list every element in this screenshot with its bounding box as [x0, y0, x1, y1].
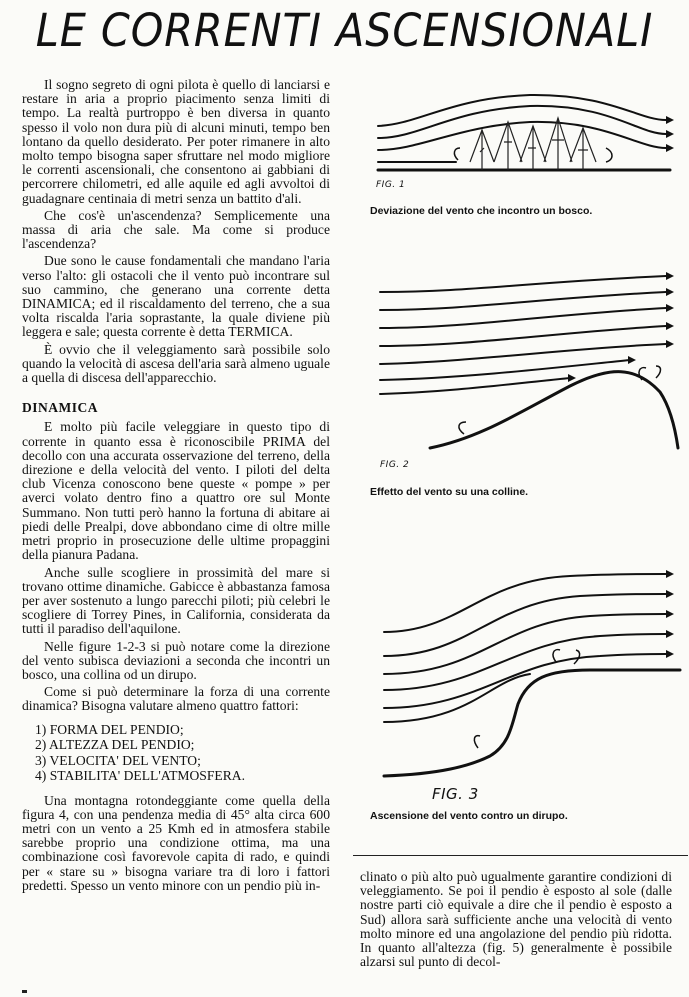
factor-item: 3) VELOCITA' DEL VENTO; — [35, 752, 201, 768]
figure-3 — [370, 560, 682, 803]
page-mark — [22, 990, 27, 993]
page-title: LE CORRENTI ASCENSIONALI — [35, 4, 654, 57]
figure-1-caption: Deviazione del vento che incontro un bosco. — [370, 205, 593, 217]
closing-paragraph: Una montagna rotondeggiante come quella della figura 4, con una pendenza media di 45° alta circa 600 metri con un vento a 25 Kmh ed in atmosfera stabile sarebbe proprio una condizione ottima, ma una combinazione così favorevole capita di rado, e quindi per « stare su » bisogna variare tra di loro i fattori predetti. Spesso un vento minore con un pendio più in- — [22, 792, 330, 893]
figure-2-label: FIG. 2 — [380, 460, 410, 470]
figure-3-label: FIG. 3 — [432, 785, 479, 803]
figure-2 — [370, 262, 682, 470]
left-column — [22, 78, 330, 893]
causes-paragraph: Due sono le cause fondamentali che mandano l'aria verso l'alto: gli ostacoli che il vento può incontrare sul suo cammino, che generano una corrente detta DINAMICA; ed il riscaldamento del terreno, che a sua volta riscalda l'aria soprastante, la quale diviene più leggera e sale; questa corrente è detta TERMICA. — [22, 253, 330, 340]
figure-2-drawing — [370, 262, 682, 452]
dinamica-paragraph: E molto più facile veleggiare in questo tipo di corrente in quanto essa è riconoscibile PRIMA del decollo con una accurata osservazione del terreno, della direzione e della velocità del vento. I piloti del delta club Vicenza conoscono bene queste « pompe » per averci volato dentro fino a quattro ore sul Monte Summano. Non tutti però hanno la fortuna di abitare ai piedi delle Prealpi, dove abbondano cime di oltre mille metri proprio in prosecuzione delle ultime propaggini della pianura Padana. — [22, 419, 330, 563]
factors-intro-paragraph: Come si può determinare la forza di una corrente dinamica? Bisogna valutare almeno quattro fattori: — [22, 684, 330, 714]
right-column — [360, 870, 672, 969]
figure-1 — [370, 92, 682, 192]
section-heading-dinamica: DINAMICA — [22, 400, 98, 416]
figure-3-caption: Ascensione del vento contro un dirupo. — [370, 810, 568, 822]
cliffs-paragraph: Anche sulle scogliere in prossimità del mare si trovano ottime dinamiche. Gabicce è abbastanza famosa per aver sostenuto a lungo parecchi piloti; più celebri le scogliere di Torrey Pines, in California, considerata da tutti il paradiso dell'aquilone. — [22, 564, 330, 637]
continuation-paragraph: clinato o più alto può ugualmente garantire condizioni di veleggiamento. Se poi il pendio è esposto al sole (dalle nostre parti ciò equivale a dire che il pendio è esposto a Sud) allora sarà sufficiente anche una velocità di vento molto minore ed una angolazione del pendio più ridotta. In quanto all'altezza (fig. 5) generalmente è possibile alzarsi sul punto di decol- — [360, 869, 672, 970]
figure-1-label: FIG. 1 — [376, 180, 406, 190]
figures-paragraph: Nelle figure 1-2-3 si può notare come la direzione del vento subisca deviazioni a seconda che incontri un bosco, una collina od un dirupo. — [22, 638, 330, 682]
factors-list — [22, 722, 330, 784]
question-paragraph: Che cos'è un'ascendenza? Semplicemente una massa di aria che sale. Ma come si produce l'ascendenza? — [22, 207, 330, 252]
gliding-paragraph: È ovvio che il veleggiamento sarà possibile solo quando la velocità di ascesa dell'aria sarà almeno uguale a quella di discesa dell'apparecchio. — [22, 341, 330, 386]
intro-paragraph: Il sogno segreto di ogni pilota è quello di lanciarsi e restare in aria a proprio piacimento senza limiti di tempo. La realtà purtroppo è ben diversa in quanto spesso il volo non dura più di alcuni minuti, tempo ben lontano da quello desiderato. Per poter rimanere in alto molto tempo bisogna saper sfruttare nel modo migliore le correnti ascensionali, che consentono ai gabbiani di percorrere chilometri, ed alle aquile ed agli avvoltoi di guadagnare centinaia di metri senza un battito d'ali. — [22, 77, 330, 206]
factor-item: 1) FORMA DEL PENDIO; — [35, 721, 184, 737]
factor-item: 2) ALTEZZA DEL PENDIO; — [35, 737, 195, 753]
figure-1-drawing — [370, 92, 682, 192]
column-separator — [353, 855, 688, 856]
factor-item: 4) STABILITA' DELL'ATMOSFERA. — [35, 768, 246, 784]
figure-3-drawing — [370, 560, 682, 782]
figure-2-caption: Effetto del vento su una colline. — [370, 486, 529, 498]
